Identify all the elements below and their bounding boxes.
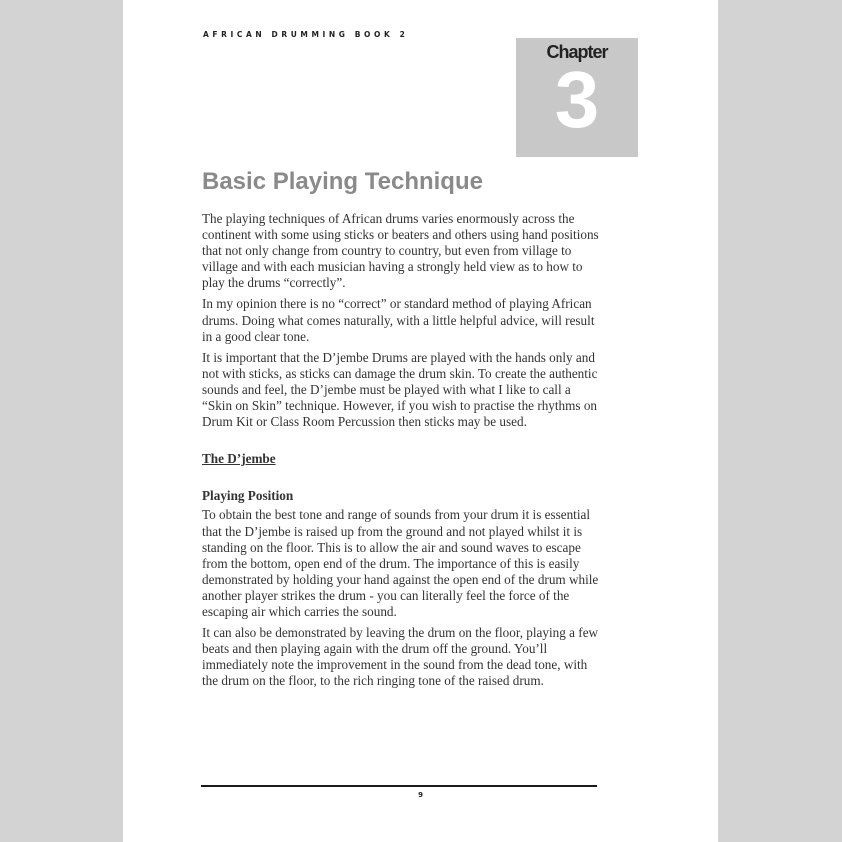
paragraph: In my opinion there is no “correct” or standard method of playing African drums. Doing what comes naturally, with a little helpful advice, will result in a good clear tone. bbox=[202, 296, 595, 344]
section-heading: The D’jembe bbox=[202, 451, 276, 467]
paragraph: To obtain the best tone and range of sounds from your drum it is essential that the D’jembe is raised up from the ground and not played whilst it is standing on the floor. This is to allow the air and sound waves to escape from the bottom, open end of the drum. The importance of this is easily demonstrated by holding your hand against the open end of the drum while another player strikes the drum - you can literally feel the force of the escaping air which carries the sound. bbox=[202, 507, 599, 619]
subsection-heading: Playing Position bbox=[202, 488, 294, 504]
paragraph: The playing techniques of African drums varies enormously across the continent with some using sticks or beaters and others using hand positions that not only change from country to country, but even from village to village and with each musician having a strongly held view as to how to play the drums “correctly”. bbox=[202, 211, 599, 291]
chapter-label: Chapter bbox=[546, 42, 608, 62]
body-text bbox=[202, 211, 602, 694]
paragraph: It is important that the D’jembe Drums are played with the hands only and not with sticks, as sticks can damage the drum skin. To create the authentic sounds and feel, the D’jembe must be played with what I like to call a “Skin on Skin” technique. However, if you wish to practise the rhythms on Drum Kit or Class Room Percussion then sticks may be used. bbox=[202, 349, 598, 430]
chapter-number: 3 bbox=[554, 55, 600, 144]
paragraph: It can also be demonstrated by leaving the drum on the floor, playing a few beats and then playing again with the drum off the ground. You’ll immediately note the improvement in the sound from the dead tone, with the drum on the floor, to the rich ringing tone of the raised drum. bbox=[202, 625, 599, 689]
book-page bbox=[123, 0, 718, 842]
running-head: AFRICAN DRUMMING BOOK 2 bbox=[203, 30, 409, 39]
chapter-badge bbox=[516, 38, 638, 157]
footer-rule bbox=[201, 785, 597, 787]
chapter-title: Basic Playing Technique bbox=[202, 168, 483, 195]
page-number: 9 bbox=[418, 791, 423, 799]
